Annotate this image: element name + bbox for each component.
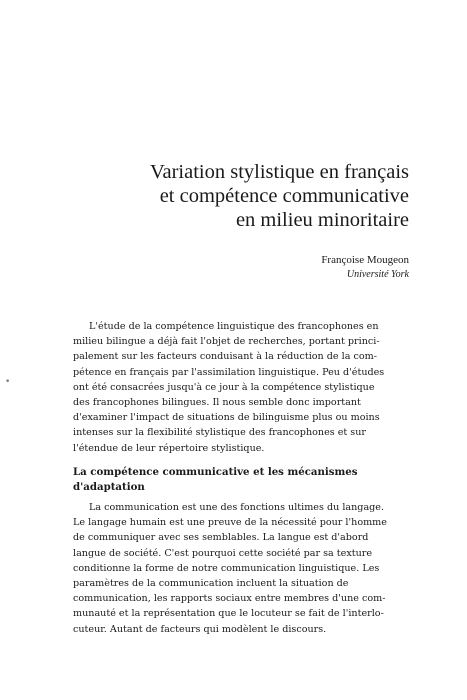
text-line: Le langage humain est une preuve de la nécessité pour l'homme (73, 517, 387, 529)
text-line: milieu bilingue a déjà fait l'objet de recherches, portant princi- (73, 336, 380, 348)
text-line: de communiquer avec ses semblables. La langue est d'abord (73, 532, 369, 544)
heading-line: d'adaptation (73, 481, 145, 493)
text-line: des francophones bilingues. Il nous semble donc important (73, 397, 361, 409)
text-line: La communication est une des fonctions ultimes du langage. (89, 502, 385, 513)
text-line: intenses sur la flexibilité stylistique des francophones et sur (73, 427, 366, 439)
author-affiliation: Université York (346, 269, 409, 280)
section-paragraph (73, 500, 409, 637)
text-line: d'examiner l'impact de situations de bilinguisme plus ou moins (73, 412, 380, 424)
text-line: L'étude de la compétence linguistique des francophones en (89, 321, 379, 332)
text-line: conditionne la forme de notre communication linguistique. Les (73, 562, 380, 574)
heading-line: La compétence communicative et les mécanismes (73, 466, 358, 478)
text-line: communication, les rapports sociaux entre membres d'une com- (73, 593, 386, 605)
text-line: ont été consacrées jusqu'à ce jour à la compétence stylistique (73, 381, 375, 393)
margin-mark: • (5, 377, 11, 387)
title-line: et compétence communicative (159, 185, 409, 207)
article-title (89, 160, 409, 232)
text-line: paramètres de la communication incluent la situation de (73, 578, 349, 590)
text-line: langue de société. C'est pourquoi cette société par sa texture (73, 547, 373, 559)
title-line: Variation stylistique en français (149, 161, 409, 183)
text-line: pétence en français par l'assimilation linguistique. Peu d'études (73, 366, 385, 378)
title-line: en milieu minoritaire (235, 209, 409, 231)
intro-paragraph (73, 319, 409, 456)
section-heading (73, 465, 409, 495)
text-line: cuteur. Autant de facteurs qui modèlent le discours. (73, 623, 327, 635)
text-line: palement sur les facteurs conduisant à la réduction de la com- (73, 351, 377, 363)
author-name: Françoise Mougeon (321, 254, 409, 266)
text-line: l'étendue de leur répertoire stylistique. (73, 442, 265, 454)
text-line: munauté et la représentation que le locuteur se fait de l'interlo- (73, 608, 384, 620)
